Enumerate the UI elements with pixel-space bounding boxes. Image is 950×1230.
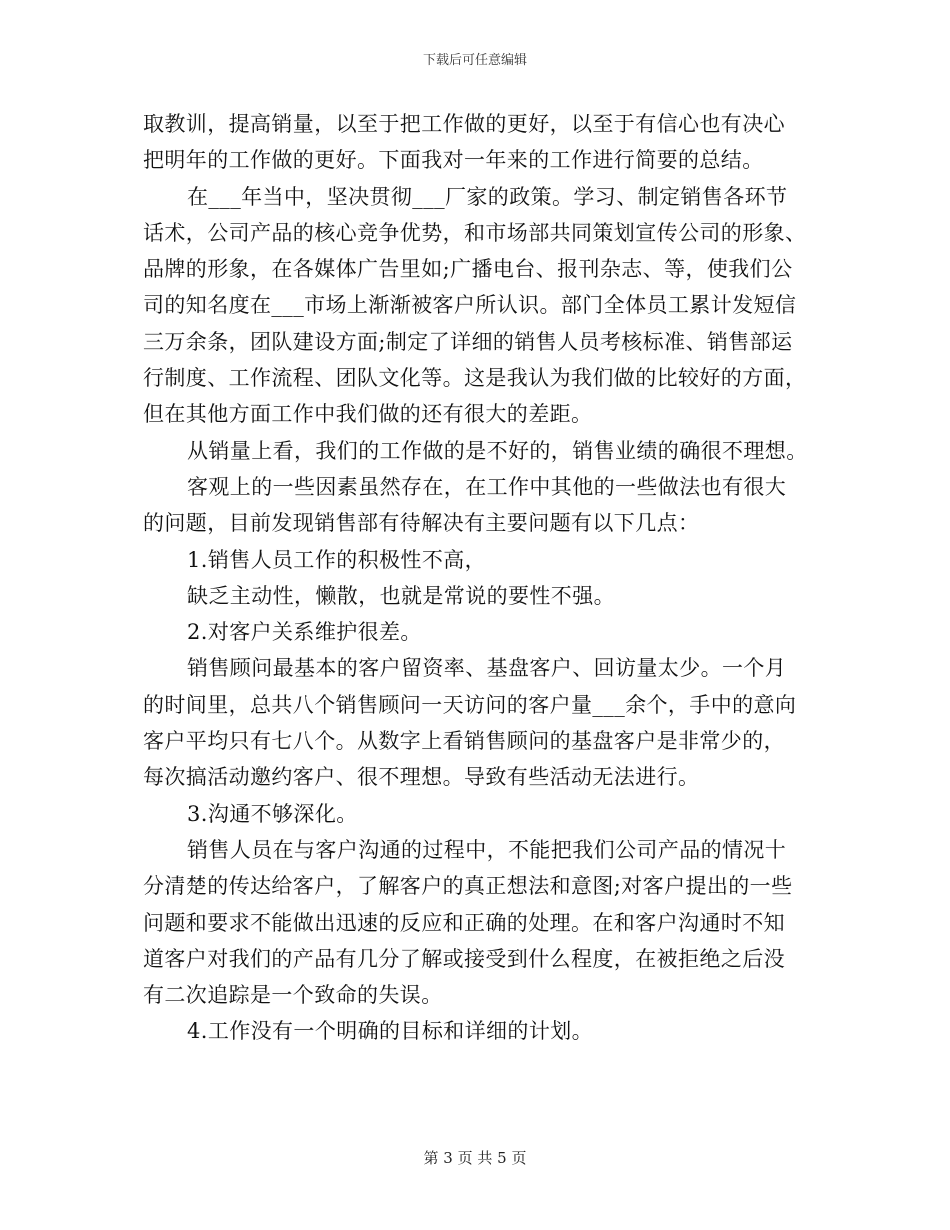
text-line: 的时间里，总共八个销售顾问一天访问的客户量___余个，手中的意向: [143, 692, 797, 717]
text-line: 品牌的形象，在各媒体广告里如;广播电台、报刊杂志、等，使我们公: [143, 257, 793, 282]
text-line: 取教训，提高销量，以至于把工作做的更好，以至于有信心也有决心: [143, 112, 785, 136]
text-line: 问题和要求不能做出迅速的反应和正确的处理。在和客户沟通时不知: [143, 910, 785, 935]
page-header: 下载后可任意编辑: [422, 53, 527, 68]
text-line: 分清楚的传达给客户，了解客户的真正想法和意图;对客户提出的一些: [143, 874, 793, 899]
text-line: 在___年当中，坚决贯彻___厂家的政策。学习、制定销售各环节: [187, 184, 788, 209]
text-line: 销售人员在与客户沟通的过程中，不能把我们公司产品的情况十: [187, 837, 787, 862]
list-item-heading: 1.销售人员工作的积极性不高，: [187, 547, 487, 572]
page-number-footer: 第 3 页 共 5 页: [423, 1149, 527, 1167]
text-line: 话术，公司产品的核心竞争优势，和市场部共同策划宣传公司的形象、: [143, 220, 807, 245]
text-line: 把明年的工作做的更好。下面我对一年来的工作进行简要的总结。: [143, 148, 764, 173]
text-line: 但在其他方面工作中我们做的还有很大的差距。: [143, 402, 593, 427]
text-line: 每次搞活动邀约客户、很不理想。导致有些活动无法进行。: [143, 765, 700, 790]
text-line: 三万余条，团队建设方面;制定了详细的销售人员考核标准、销售部运: [143, 329, 793, 354]
text-line: 道客户对我们的产品有几分了解或接受到什么程度，在被拒绝之后没: [143, 946, 785, 971]
text-line: 行制度、工作流程、团队文化等。这是我认为我们做的比较好的方面，: [143, 366, 807, 391]
text-line: 客观上的一些因素虽然存在，在工作中其他的一些做法也有很大: [187, 474, 787, 499]
list-item-heading: 3.沟通不够深化。: [187, 801, 358, 826]
text-line: 的问题，目前发现销售部有待解决有主要问题有以下几点：: [143, 511, 700, 536]
list-item-heading: 4.工作没有一个明确的目标和详细的计划。: [187, 1019, 594, 1044]
text-line: 司的知名度在___市场上渐渐被客户所认识。部门全体员工累计发短信: [143, 293, 797, 318]
text-line: 从销量上看，我们的工作做的是不好的，销售业绩的确很不理想。: [187, 438, 808, 463]
document-body: [143, 106, 813, 1050]
text-line: 客户平均只有七八个。从数字上看销售顾问的基盘客户是非常少的，: [143, 729, 785, 754]
text-line: 缺乏主动性，懒散，也就是常说的要性不强。: [187, 583, 615, 608]
text-line: 有二次追踪是一个致命的失误。: [143, 983, 443, 1008]
list-item-heading: 2.对客户关系维护很差。: [187, 620, 422, 645]
text-line: 销售顾问最基本的客户留资率、基盘客户、回访量太少。一个月: [187, 656, 787, 681]
